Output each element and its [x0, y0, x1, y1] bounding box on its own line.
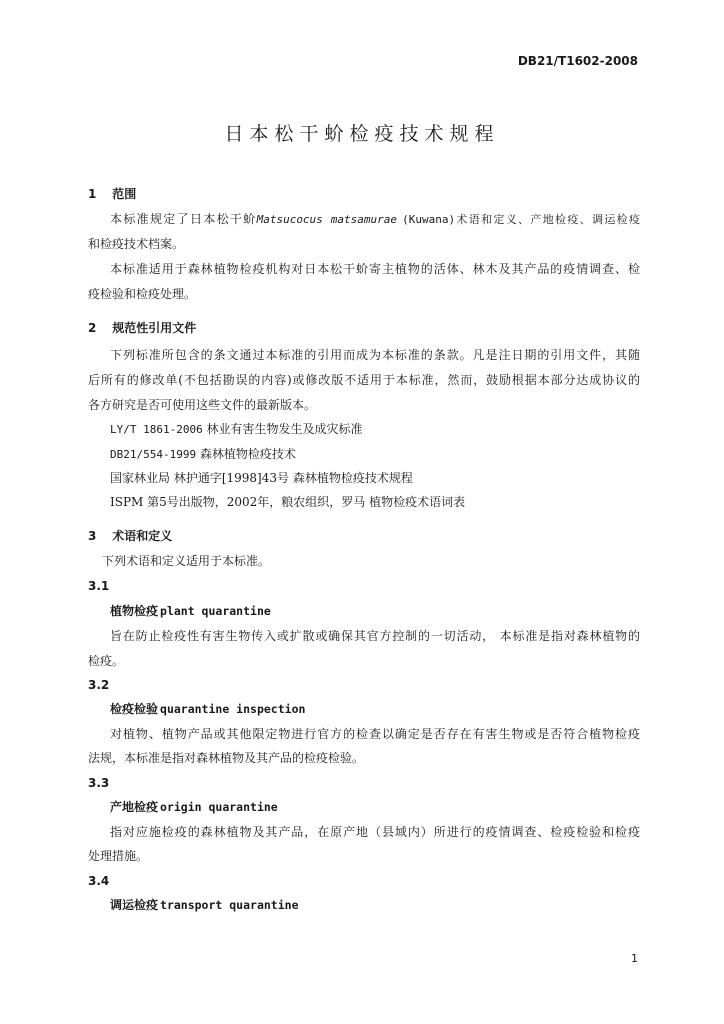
term-heading: [110, 897, 299, 913]
term-chinese: 产地检疫: [110, 800, 159, 814]
reference-title: 林业有害生物发生及成灾标准: [206, 422, 363, 436]
page-number: 1: [631, 952, 638, 965]
section-2-heading: [88, 320, 196, 336]
section-title: 范围: [112, 187, 137, 201]
term-definition-line-1: 指对应施检疫的森林植物及其产品，在原产地（县域内）所进行的疫情调查、检疫检验和检疫: [110, 825, 640, 839]
section-3-heading: [88, 528, 172, 544]
section-2-paragraph-line-1: 下列标准所包含的条文通过本标准的引用而成为本标准的条款。凡是注日期的引用文件，其随: [110, 348, 640, 362]
term-english: plant quarantine: [160, 604, 271, 618]
term-chinese: 植物检疫: [110, 604, 159, 618]
latin-species-name: Matsucocus matsamurae: [256, 213, 397, 226]
reference-item: [110, 470, 413, 486]
section-number: 2: [88, 321, 97, 335]
section-title: 规范性引用文件: [112, 321, 197, 335]
document-title: 日本松干蚧检疫技术规程: [224, 123, 500, 145]
section-3-intro: 下列术语和定义适用于本标准。: [102, 554, 271, 568]
reference-item: [110, 421, 363, 438]
section-2-paragraph-line-3: 各方研究是否可使用这些文件的最新版本。: [88, 398, 317, 412]
section-1-paragraph-2-line-2: 疫检验和检疫处理。: [88, 287, 197, 301]
term-number: 3.3: [88, 776, 110, 790]
section-title: 术语和定义: [112, 529, 173, 543]
term-heading: [110, 799, 278, 815]
term-definition-line-2: 检疫。: [88, 654, 125, 668]
section-number: 1: [88, 187, 97, 201]
reference-item: [110, 446, 296, 463]
reference-code: LY/T 1861-2006: [110, 423, 203, 436]
reference-item: [110, 494, 465, 510]
term-definition-line-2: 处理措施。: [88, 849, 149, 863]
term-number: 3.1: [88, 579, 110, 593]
standard-code: DB21/T1602-2008: [517, 54, 638, 68]
reference-code: DB21/554-1999: [110, 448, 197, 461]
text-span: (Kuwana)术语和定义、产地检疫、调运检疫: [402, 213, 640, 226]
reference-code: ISPM 第5号出版物，2002年，粮农组织，罗马: [110, 495, 366, 509]
term-chinese: 检疫检验: [110, 702, 159, 716]
term-definition-line-1: 旨在防止检疫性有害生物传入或扩散或确保其官方控制的一切活动， 本标准是指对森林植物的: [110, 629, 640, 643]
term-definition-line-2: 法规，本标准是指对森林植物及其产品的检疫检验。: [88, 751, 365, 765]
text-span: 本标准规定了日本松干蚧: [110, 212, 257, 226]
section-1-paragraph-2-line-1: 本标准适用于森林植物检疫机构对日本松干蚧寄主植物的活体、林木及其产品的疫情调查、检: [110, 262, 640, 276]
term-english: transport quarantine: [160, 898, 299, 912]
reference-title: 植物检疫术语词表: [369, 495, 466, 509]
section-1-heading: [88, 186, 136, 202]
section-1-paragraph-1-line-1: [110, 211, 640, 228]
term-definition-line-1: 对植物、植物产品或其他限定物进行官方的检查以确定是否存在有害生物或是否符合植物检疫: [110, 727, 640, 741]
term-english: quarantine inspection: [160, 702, 306, 716]
term-english: origin quarantine: [160, 800, 278, 814]
section-2-paragraph-line-2: 后所有的修改单(不包括勘误的内容)或修改版不适用于本标准，然而，鼓励根据本部分达成协议的: [88, 373, 640, 387]
section-number: 3: [88, 529, 97, 543]
term-heading: [110, 701, 305, 717]
section-1-paragraph-1-line-2: 和检疫技术档案。: [88, 237, 185, 251]
reference-title: 森林植物检疫技术规程: [292, 471, 413, 485]
reference-title: 森林植物检疫技术: [199, 447, 296, 461]
term-number: 3.2: [88, 678, 110, 692]
term-heading: [110, 603, 271, 619]
term-number: 3.4: [88, 874, 110, 888]
term-chinese: 调运检疫: [110, 898, 159, 912]
reference-code: 国家林业局 林护通字[1998]43号: [110, 471, 289, 485]
